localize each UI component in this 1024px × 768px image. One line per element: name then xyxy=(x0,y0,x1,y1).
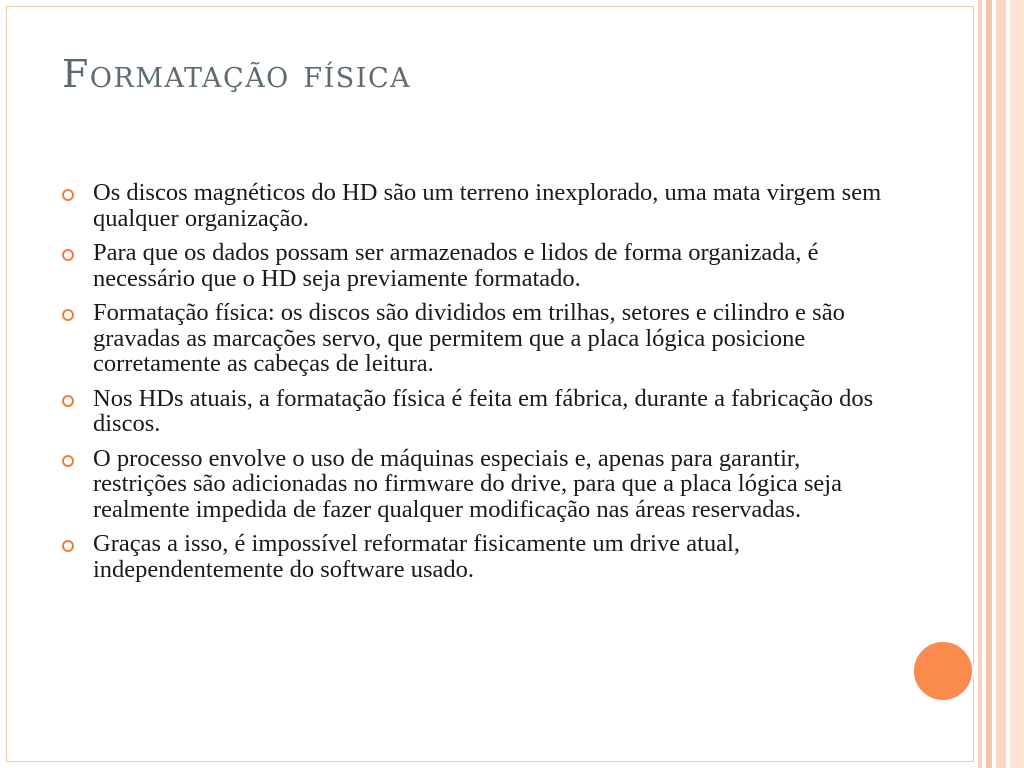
bullet-circle-icon xyxy=(62,249,74,261)
bullet-circle-icon xyxy=(62,189,74,201)
bullet-text: Formatação física: os discos são divididos em trilhas, setores e cilindro e são gravadas as marcações servo, que permitem que a placa lógica posicione corretamente as cabeças de leitura. xyxy=(93,299,845,377)
bullet-text: Para que os dados possam ser armazenados e lidos de forma organizada, é necessário que o HD seja previamente formatado. xyxy=(93,239,819,292)
bullet-text: Graças a isso, é impossível reformatar fisicamente um drive atual, independentemente do software usado. xyxy=(93,530,740,583)
bullet-circle-icon xyxy=(62,395,74,407)
slide-title: Formatação física xyxy=(62,52,412,96)
bullet-item xyxy=(62,180,892,231)
bullet-circle-icon xyxy=(62,455,74,467)
decorative-circle xyxy=(912,640,974,702)
decorative-stripe xyxy=(986,0,992,768)
decorative-stripe xyxy=(996,0,1006,768)
bullet-text: O processo envolve o uso de máquinas especiais e, apenas para garantir, restrições são adicionadas no firmware do drive, para que a placa lógica seja realmente impedida de fazer qualquer modificação nas áreas reservadas. xyxy=(93,444,842,523)
bullet-circle-icon xyxy=(62,309,74,321)
bullet-item xyxy=(62,386,892,437)
bullet-text: Os discos magnéticos do HD são um terreno inexplorado, uma mata virgem sem qualquer organização. xyxy=(93,179,882,232)
decorative-stripe xyxy=(1010,0,1024,768)
bullet-circle-icon xyxy=(62,540,74,552)
bullet-item xyxy=(62,446,892,523)
bullet-list xyxy=(62,180,892,591)
bullet-item xyxy=(62,531,892,582)
decorative-stripe xyxy=(978,0,982,768)
bullet-item xyxy=(62,240,892,291)
bullet-text: Nos HDs atuais, a formatação física é feita em fábrica, durante a fabricação dos discos. xyxy=(93,384,874,437)
bullet-item xyxy=(62,300,892,377)
